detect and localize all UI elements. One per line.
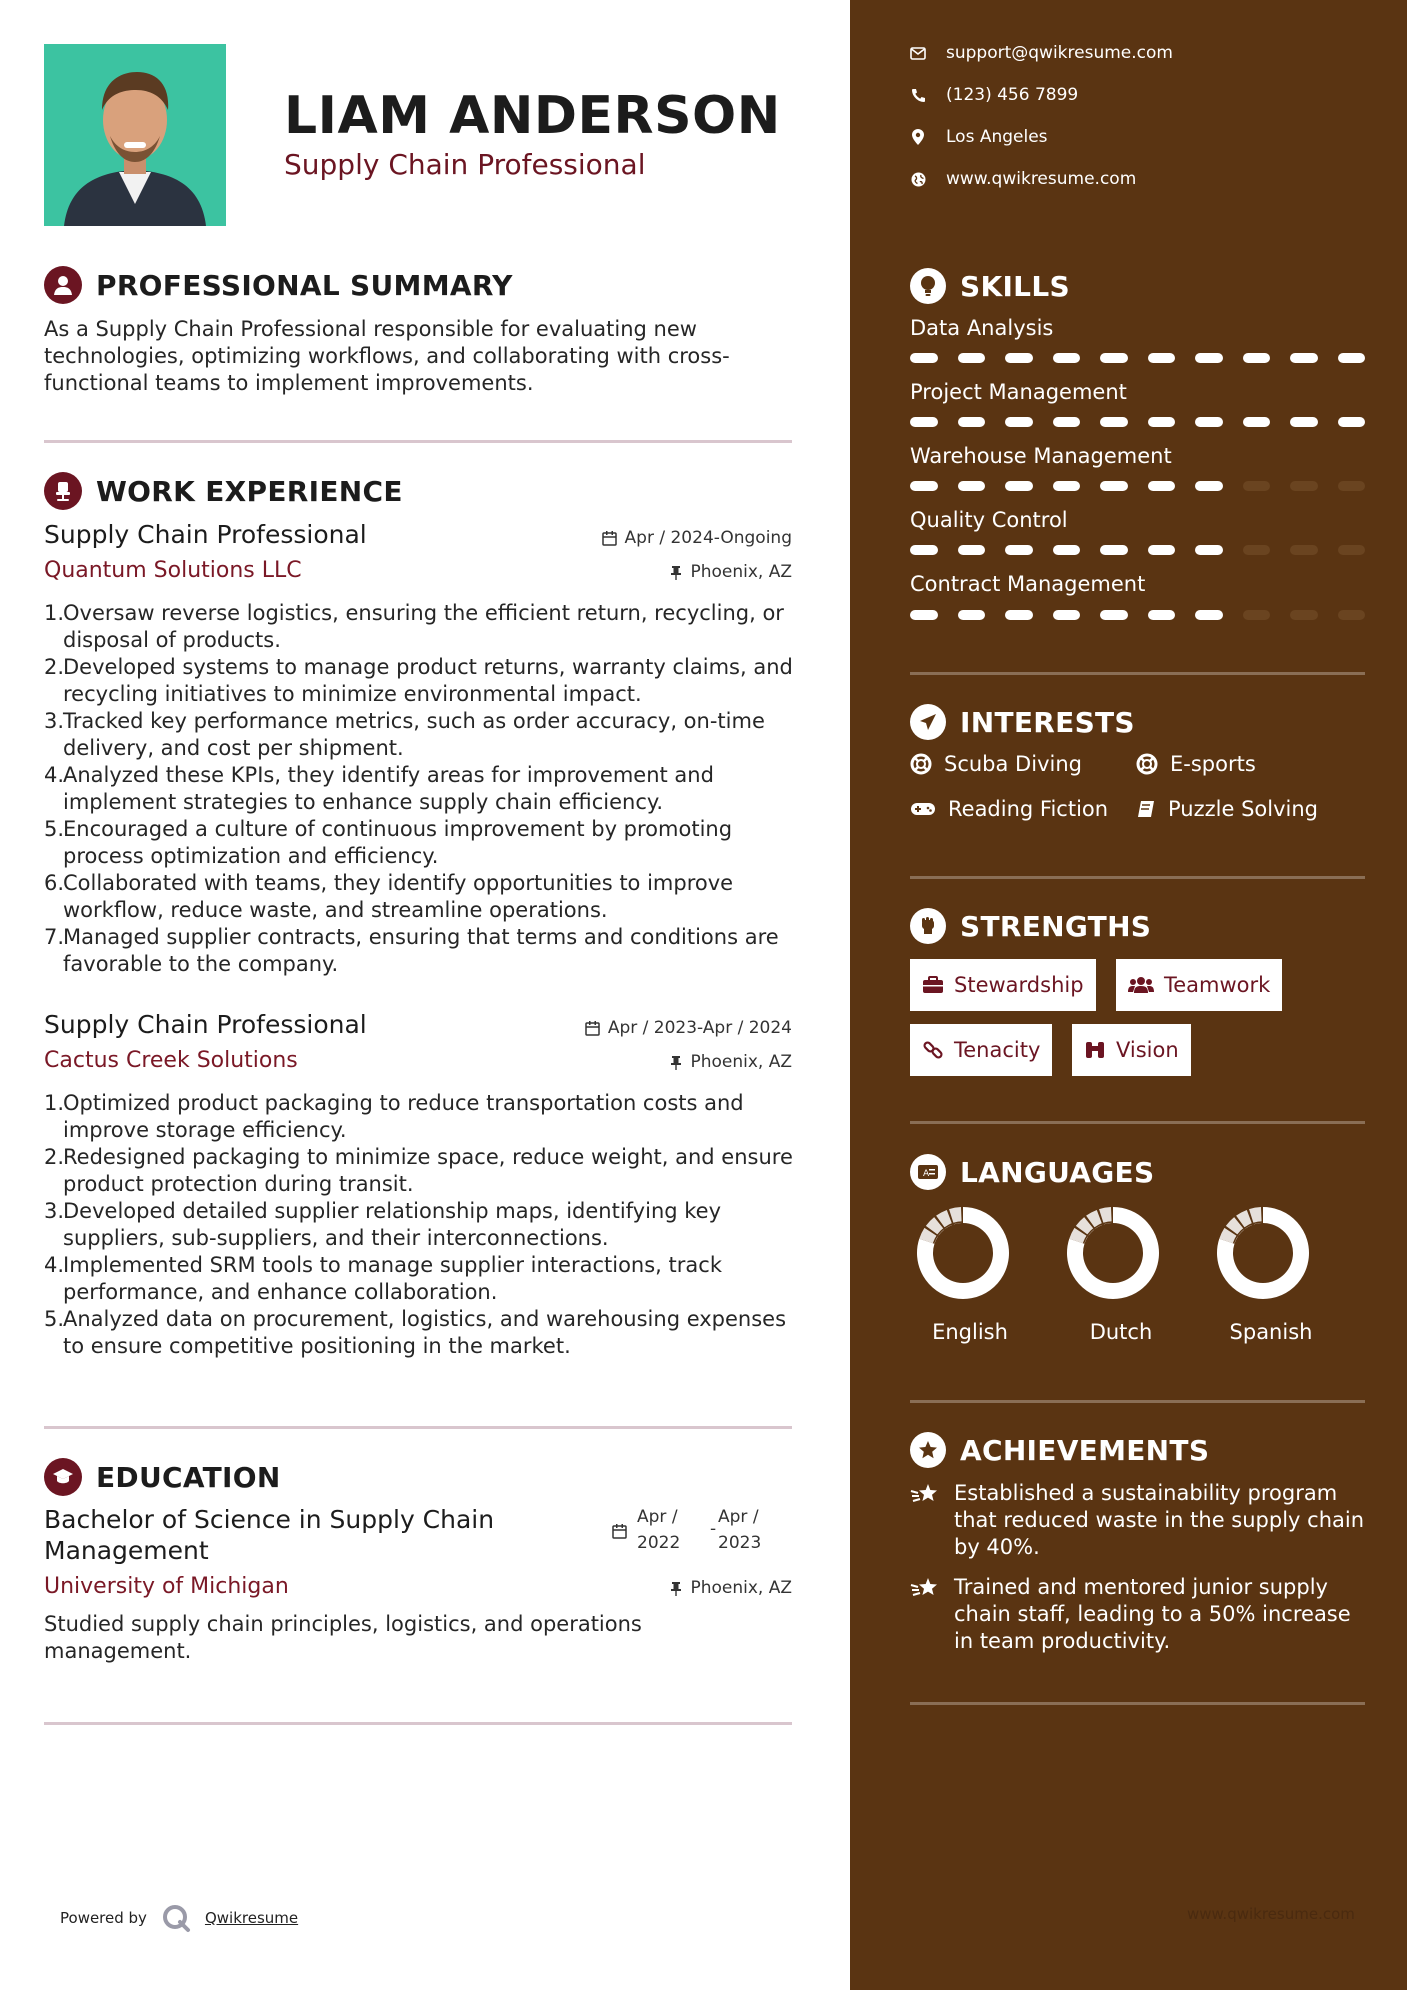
strength-label: Stewardship <box>954 973 1084 997</box>
skill-segment <box>958 353 986 363</box>
skills-title: SKILLS <box>960 269 1070 303</box>
shooting-star-icon <box>910 1480 942 1507</box>
skill-segment <box>1243 481 1271 491</box>
pin-icon <box>670 565 682 580</box>
skill-segment <box>1053 353 1081 363</box>
skill-name: Project Management <box>910 380 1127 404</box>
book-icon <box>1136 799 1156 819</box>
strengths-title: STRENGTHS <box>960 909 1152 943</box>
skill-segment <box>1148 545 1176 555</box>
list-item: 3. Developed detailed supplier relationship maps, identifying key suppliers, sub-suppliers, and their interconnections. <box>44 1199 722 1250</box>
language-gauge <box>1203 1203 1323 1303</box>
edu-start-date <box>637 1504 680 1556</box>
degree-title: Bachelor of Science in Supply Chain Management <box>44 1505 495 1565</box>
job-2-bullets <box>44 1090 804 1360</box>
graduation-icon <box>44 1458 82 1496</box>
qwikresume-logo-icon <box>161 1903 191 1933</box>
skill-name: Quality Control <box>910 508 1068 532</box>
education-heading <box>44 1458 281 1496</box>
edu-start-year: 2022 <box>637 1533 681 1553</box>
skill-segment <box>1053 417 1081 427</box>
contact-phone[interactable] <box>910 85 1078 105</box>
shooting-star-icon <box>910 1574 942 1601</box>
skill-bar <box>910 417 1365 427</box>
skill-segment <box>1148 610 1176 620</box>
job-2-location-text: Phoenix, AZ <box>690 1052 792 1072</box>
skill-segment <box>1053 610 1081 620</box>
skill-segment <box>1243 417 1271 427</box>
skill-segment <box>958 481 986 491</box>
skill-segment <box>958 610 986 620</box>
skill-segment <box>1195 417 1223 427</box>
contact-email[interactable] <box>910 43 1173 63</box>
summary-title: PROFESSIONAL SUMMARY <box>96 268 513 302</box>
interest-label: Scuba Diving <box>944 752 1082 776</box>
edu-end-date <box>718 1504 761 1556</box>
skill-segment <box>958 417 986 427</box>
skill-segment <box>1053 481 1081 491</box>
skill-segment <box>1290 545 1318 555</box>
strength-label: Vision <box>1116 1038 1179 1062</box>
skill-segment <box>1195 610 1223 620</box>
list-item: 1. Oversaw reverse logistics, ensuring the efficient return, recycling, or disposal of products. <box>44 601 784 652</box>
link-icon <box>922 1039 944 1061</box>
binoculars-icon <box>1084 1040 1106 1060</box>
interests-heading <box>910 704 1135 740</box>
skill-segment <box>910 481 938 491</box>
job-1-bullets <box>44 600 804 978</box>
strength-chip <box>910 1024 1052 1076</box>
experience-heading <box>44 472 403 510</box>
skill-bar <box>910 545 1365 555</box>
list-item: 4. Analyzed these KPIs, they identify areas for improvement and implement strategies to enhance supply chain efficiency. <box>44 763 714 814</box>
job-2-location <box>670 1052 792 1072</box>
job-2-title: Supply Chain Professional <box>44 1010 367 1039</box>
summary-heading <box>44 266 513 304</box>
calendar-icon <box>612 1524 627 1539</box>
strength-chip <box>910 959 1096 1011</box>
strength-chip <box>1116 959 1282 1011</box>
location-text: Los Angeles <box>946 127 1048 147</box>
job-2-date <box>585 1018 792 1038</box>
skill-segment <box>1053 545 1081 555</box>
gamepad-icon <box>910 801 936 817</box>
skill-segment <box>1338 481 1366 491</box>
skill-segment <box>1338 610 1366 620</box>
website-text: www.qwikresume.com <box>946 169 1137 189</box>
skill-segment <box>1148 417 1176 427</box>
pin-icon <box>670 1055 682 1070</box>
skill-segment <box>1195 481 1223 491</box>
fist-icon <box>910 908 946 944</box>
globe-icon <box>910 171 926 187</box>
achievements-title: ACHIEVEMENTS <box>960 1433 1210 1467</box>
skill-bar <box>910 353 1365 363</box>
languages-heading <box>910 1154 1154 1190</box>
phone-icon <box>910 87 926 103</box>
powered-by <box>60 1903 298 1933</box>
skill-segment <box>1290 481 1318 491</box>
section-divider <box>910 672 1365 675</box>
strength-label: Tenacity <box>954 1038 1041 1062</box>
skill-bar <box>910 610 1365 620</box>
skill-segment <box>910 417 938 427</box>
star-badge-icon <box>910 1432 946 1468</box>
envelope-icon <box>910 45 926 61</box>
job-1-location-text: Phoenix, AZ <box>690 562 792 582</box>
briefcase-icon <box>922 976 944 994</box>
powered-by-label: Powered by <box>60 1909 147 1927</box>
skills-heading <box>910 268 1070 304</box>
list-item: 7. Managed supplier contracts, ensuring that terms and conditions are favorable to the company. <box>44 925 779 976</box>
language-icon <box>910 1154 946 1190</box>
list-item: 6. Collaborated with teams, they identify opportunities to improve workflow, reduce waste, and streamline operations. <box>44 871 734 922</box>
achievement-item <box>910 1574 1365 1655</box>
qwikresume-link[interactable]: Qwikresume <box>204 1909 299 1927</box>
section-divider <box>910 1702 1365 1705</box>
skill-segment <box>1243 353 1271 363</box>
skill-segment <box>1338 545 1366 555</box>
language-name: Dutch <box>1089 1320 1153 1344</box>
job-1-company: Quantum Solutions LLC <box>44 558 302 583</box>
skill-segment <box>1005 481 1033 491</box>
paper-plane-icon <box>910 704 946 740</box>
job-1-date-text: Apr / 2024-Ongoing <box>624 528 792 548</box>
strength-label: Teamwork <box>1164 973 1271 997</box>
footer-website: www.qwikresume.com <box>1187 1905 1355 1923</box>
candidate-title: Supply Chain Professional <box>284 148 646 181</box>
job-2-company: Cactus Creek Solutions <box>44 1048 298 1073</box>
skill-segment <box>1100 610 1128 620</box>
edu-end-year: 2023 <box>718 1533 762 1553</box>
candidate-name: LIAM ANDERSON <box>284 86 781 146</box>
skill-segment <box>910 545 938 555</box>
section-divider <box>44 1426 792 1429</box>
calendar-icon <box>602 531 617 546</box>
skill-segment <box>1195 545 1223 555</box>
strength-chip <box>1072 1024 1191 1076</box>
skill-segment <box>1290 610 1318 620</box>
profile-photo <box>44 44 226 226</box>
edu-location-text: Phoenix, AZ <box>690 1578 792 1598</box>
user-icon <box>44 266 82 304</box>
skill-segment <box>958 545 986 555</box>
edu-end-month: Apr / <box>718 1507 759 1527</box>
language-gauge <box>903 1203 1023 1303</box>
summary-text: As a Supply Chain Professional responsible for evaluating new technologies, optimizing workflows, and collaborating with cross-functional teams to implement improvements. <box>44 317 730 395</box>
skill-segment <box>1195 353 1223 363</box>
email-text: support@qwikresume.com <box>946 43 1173 63</box>
section-divider <box>44 1722 792 1725</box>
interest-label: Puzzle Solving <box>1168 797 1318 821</box>
skill-segment <box>1005 610 1033 620</box>
skill-segment <box>1338 353 1366 363</box>
skill-segment <box>1290 417 1318 427</box>
job-2-date-text: Apr / 2023-Apr / 2024 <box>607 1018 792 1038</box>
skill-bar <box>910 481 1365 491</box>
pin-icon <box>670 1581 682 1596</box>
interest-label: E-sports <box>1170 752 1256 776</box>
contact-location <box>910 127 1048 147</box>
achievement-item <box>910 1480 1365 1561</box>
skill-segment <box>1338 417 1366 427</box>
achievement-text: Trained and mentored junior supply chain staff, leading to a 50% increase in team productivity. <box>954 1575 1351 1653</box>
edu-description: Studied supply chain principles, logistics, and operations management. <box>44 1612 642 1663</box>
languages-title: LANGUAGES <box>960 1155 1155 1189</box>
skill-segment <box>1243 545 1271 555</box>
calendar-icon <box>585 1021 600 1036</box>
skill-segment <box>910 610 938 620</box>
interest-item <box>910 797 1108 821</box>
list-item: 5. Analyzed data on procurement, logistics, and warehousing expenses to ensure competitive positioning in the market. <box>44 1307 787 1358</box>
map-marker-icon <box>910 129 926 145</box>
edu-location <box>670 1578 792 1598</box>
interest-item <box>1136 752 1256 776</box>
edu-start-month: Apr / <box>637 1507 678 1527</box>
language-name: English <box>932 1320 1008 1344</box>
life-ring-icon <box>910 753 932 775</box>
experience-title: WORK EXPERIENCE <box>96 474 403 508</box>
users-icon <box>1128 976 1154 994</box>
section-divider <box>910 876 1365 879</box>
skill-segment <box>1243 610 1271 620</box>
list-item: 2. Redesigned packaging to minimize space, reduce weight, and ensure product protection during transit. <box>44 1145 793 1196</box>
contact-website[interactable] <box>910 169 1136 189</box>
school-name: University of Michigan <box>44 1574 289 1599</box>
office-chair-icon <box>44 472 82 510</box>
section-divider <box>44 440 792 443</box>
achievements-heading <box>910 1432 1209 1468</box>
list-item: 3. Tracked key performance metrics, such as order accuracy, on-time delivery, and cost per shipment. <box>44 709 765 760</box>
life-ring-icon <box>1136 753 1158 775</box>
list-item: 2. Developed systems to manage product returns, warranty claims, and recycling initiatives to minimize environmental impact. <box>44 655 793 706</box>
interests-title: INTERESTS <box>960 705 1135 739</box>
edu-date-dash: - <box>710 1519 717 1539</box>
skill-segment <box>1005 353 1033 363</box>
phone-text: (123) 456 7899 <box>946 85 1079 105</box>
skill-segment <box>910 353 938 363</box>
job-1-title: Supply Chain Professional <box>44 520 367 549</box>
job-1-location <box>670 562 792 582</box>
education-title: EDUCATION <box>96 1460 281 1494</box>
skill-segment <box>1005 417 1033 427</box>
interest-label: Reading Fiction <box>948 797 1109 821</box>
list-item: 5. Encouraged a culture of continuous improvement by promoting process optimization and efficiency. <box>44 817 733 868</box>
skill-segment <box>1100 353 1128 363</box>
strengths-heading <box>910 908 1151 944</box>
svg-text:A: A <box>923 1169 930 1179</box>
skill-name: Data Analysis <box>910 316 1054 340</box>
section-divider <box>910 1400 1365 1403</box>
achievement-text: Established a sustainability program that reduced waste in the supply chain by 40%. <box>954 1481 1365 1559</box>
job-1-date <box>602 528 792 548</box>
skill-segment <box>1005 545 1033 555</box>
list-item: 1. Optimized product packaging to reduce transportation costs and improve storage efficiency. <box>44 1091 744 1142</box>
skill-segment <box>1290 353 1318 363</box>
skill-name: Warehouse Management <box>910 444 1172 468</box>
skill-segment <box>1100 417 1128 427</box>
skill-segment <box>1148 353 1176 363</box>
list-item: 4. Implemented SRM tools to manage supplier interactions, track performance, and enhance collaboration. <box>44 1253 722 1304</box>
lightbulb-icon <box>910 268 946 304</box>
interest-item <box>1136 797 1318 821</box>
skill-segment <box>1148 481 1176 491</box>
skill-segment <box>1100 545 1128 555</box>
skill-name: Contract Management <box>910 572 1146 596</box>
section-divider <box>910 1121 1365 1124</box>
interest-item <box>910 752 1082 776</box>
skill-segment <box>1100 481 1128 491</box>
language-gauge <box>1053 1203 1173 1303</box>
language-name: Spanish <box>1229 1320 1313 1344</box>
